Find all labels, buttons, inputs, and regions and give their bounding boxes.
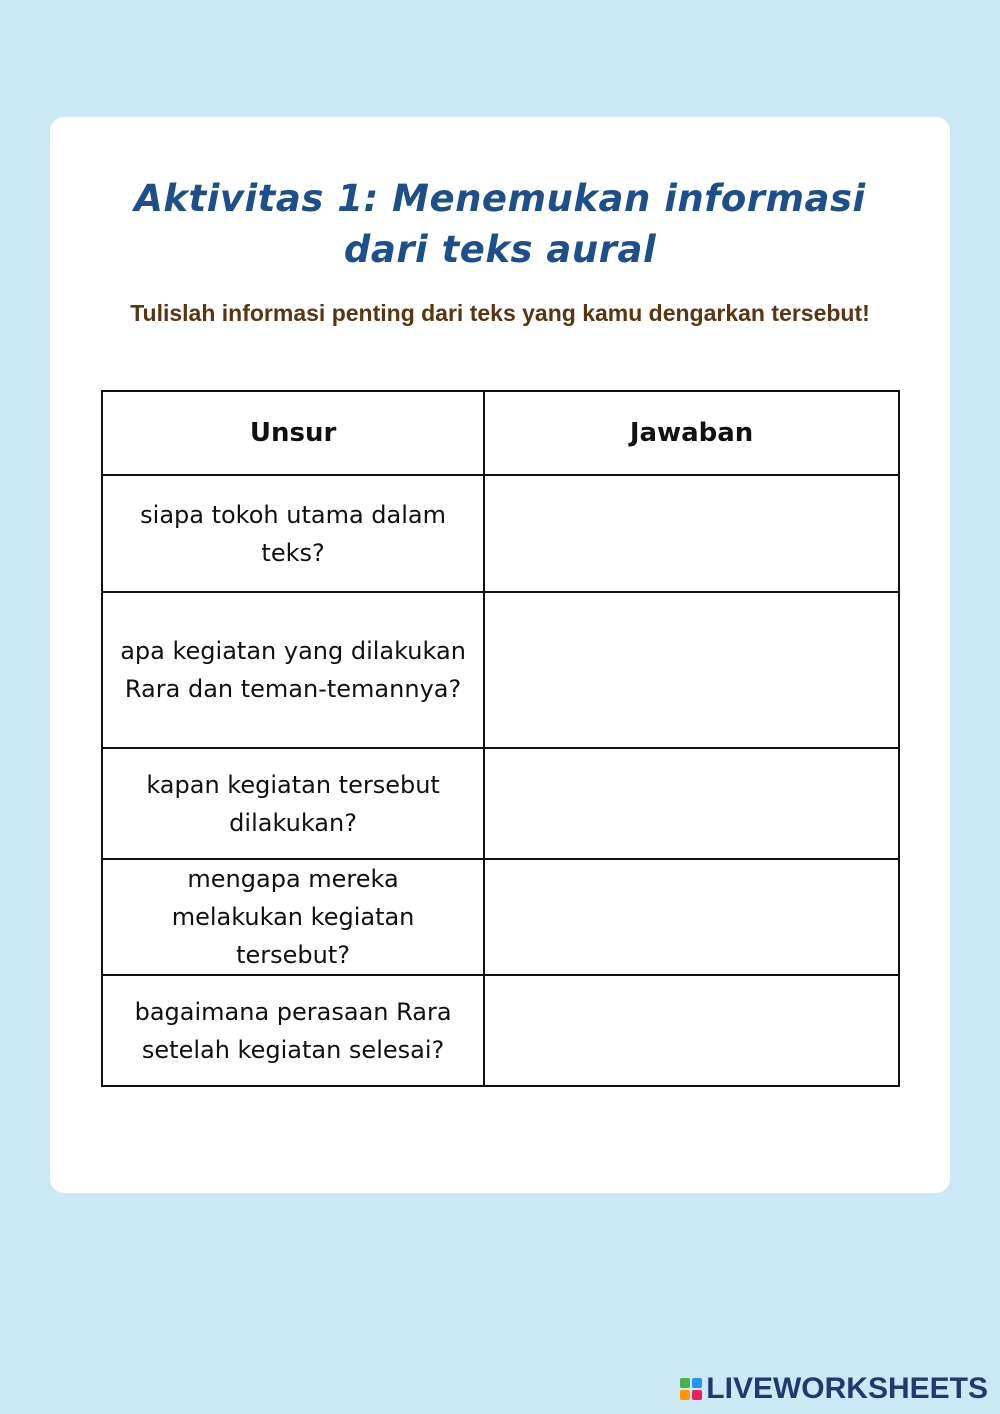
brand-name: LIVEWORKSHEETS [706, 1372, 988, 1405]
table-header-row [102, 391, 899, 475]
jawaban-cell[interactable] [484, 859, 899, 975]
unsur-cell: siapa tokoh utama dalam teks? [102, 475, 484, 592]
worksheet-instruction: Tulislah informasi penting dari teks yang kamu dengarkan tersebut! [130, 300, 870, 326]
unsur-cell: apa kegiatan yang dilakukan Rara dan teman-temannya? [102, 592, 484, 748]
liveworksheets-logo-icon [680, 1378, 702, 1400]
jawaban-cell[interactable] [484, 475, 899, 592]
liveworksheets-brand[interactable] [680, 1372, 988, 1406]
table-row [102, 859, 899, 975]
table-row [102, 592, 899, 748]
worksheet-title: Aktivitas 1: Menemukan informasi dari teks aural [134, 177, 866, 271]
table-row [102, 475, 899, 592]
answer-table [101, 390, 900, 1087]
header-unsur: Unsur [102, 391, 484, 475]
worksheet-card [50, 117, 950, 1193]
jawaban-cell[interactable] [484, 592, 899, 748]
table-row [102, 748, 899, 859]
unsur-cell: mengapa mereka melakukan kegiatan tersebut? [102, 859, 484, 975]
jawaban-cell[interactable] [484, 975, 899, 1086]
unsur-cell: kapan kegiatan tersebut dilakukan? [102, 748, 484, 859]
header-jawaban: Jawaban [484, 391, 899, 475]
table-row [102, 975, 899, 1086]
jawaban-cell[interactable] [484, 748, 899, 859]
unsur-cell: bagaimana perasaan Rara setelah kegiatan selesai? [102, 975, 484, 1086]
